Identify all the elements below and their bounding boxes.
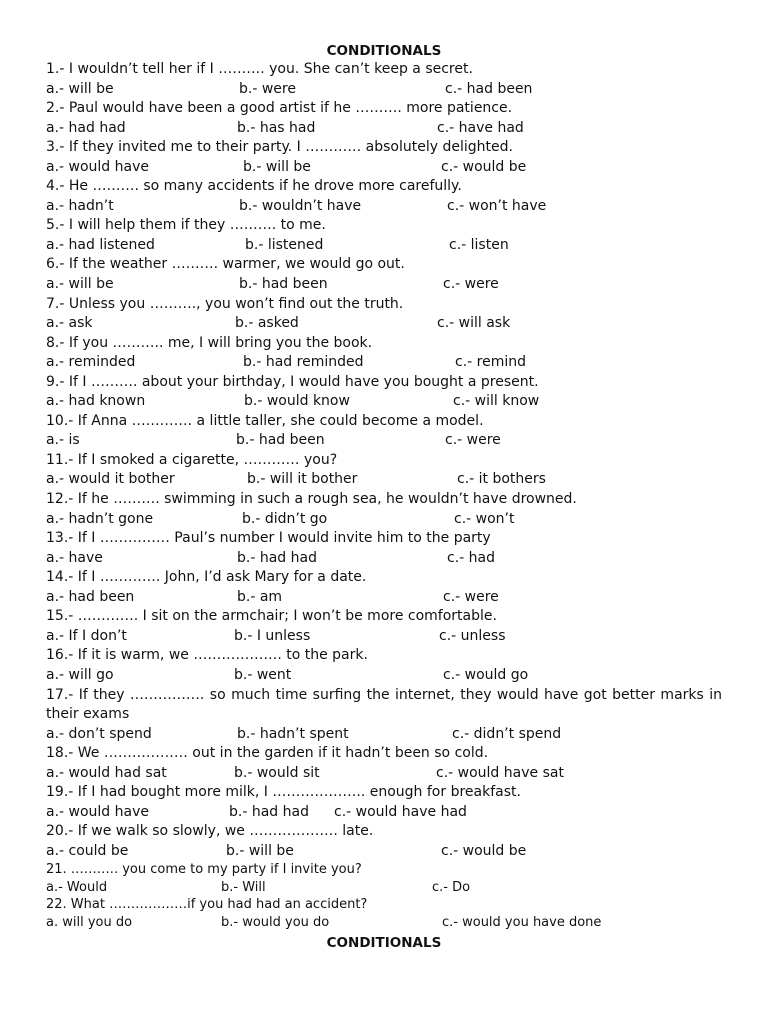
question-item [46,744,726,783]
question-text: 7.- Unless you ………., you won’t find out the truth. [46,295,404,312]
question-item [46,896,726,931]
question-text: 19.- If I had bought more milk, I ……………….. enough for breakfast. [46,784,521,801]
question-item [46,177,726,216]
question-item [46,216,726,255]
option-b: b.- would you do [221,914,330,930]
option-c: c.- remind [455,354,526,371]
question-text: 4.- He ………. so many accidents if he drove more carefully. [46,178,462,195]
answer-options [46,764,726,784]
option-a: a.- had had [46,119,126,136]
question-text: 16.- If it is warm, we ………………. to the park. [46,647,368,664]
option-b: b.- wouldn’t have [239,197,362,214]
option-c: c.- would have sat [436,764,564,781]
question-item [46,607,726,646]
option-c: c.- won’t have [447,197,547,214]
answer-options [46,80,726,100]
answer-options [46,725,726,745]
question-text: 2.- Paul would have been a good artist if he ………. more patience. [46,100,513,117]
option-b: b.- were [239,80,296,97]
option-b: b.- would know [244,393,350,410]
answer-options [46,914,726,932]
option-c: c.- will ask [437,315,511,332]
question-item [46,255,726,294]
footer-title: CONDITIONALS [326,935,442,951]
option-a: a.- hadn’t [46,197,114,214]
option-c: c.- it bothers [457,471,546,488]
option-c: c.- listen [449,236,509,253]
option-b: b.- Will [221,879,266,895]
question-text: 1.- I wouldn’t tell her if I ………. you. She can’t keep a secret. [46,61,473,77]
option-b: b.- will be [226,842,294,859]
option-b: b.- I unless [234,627,311,644]
option-c: c.- won’t [454,510,515,527]
option-a: a.- If I don’t [46,627,127,644]
question-text: 3.- If they invited me to their party. I ………… absolutely delighted. [46,139,513,156]
question-text: 8.- If you ……….. me, I will bring you the book. [46,334,373,351]
question-item [46,451,726,490]
option-a: a.- will be [46,80,114,97]
answer-options [46,392,726,412]
option-c: c.- would be [441,842,527,859]
answer-options [46,314,726,334]
question-text: 11.- If I smoked a cigarette, ………… you? [46,451,338,468]
option-c: c.- had [447,549,495,566]
option-a: a.- will be [46,276,114,293]
answer-options [46,197,726,217]
question-text: 6.- If the weather ………. warmer, we would go out. [46,256,405,273]
option-b: b.- listened [245,236,324,253]
answer-options [46,236,726,256]
question-item [46,568,726,607]
option-c: c.- were [445,432,501,449]
question-item [46,60,726,99]
option-b: b.- would sit [234,764,320,781]
option-b: b.- will it bother [247,471,358,488]
question-text: 10.- If Anna …………. a little taller, she could become a model. [46,412,484,429]
question-list [46,60,726,931]
question-text: 22. What ………………if you had had an accident? [46,897,368,913]
option-b: b.- had had [237,549,317,566]
question-item [46,686,726,745]
option-a: a.- would have [46,803,149,820]
option-a: a.- could be [46,842,129,859]
option-a: a.- would it bother [46,471,175,488]
option-b: b.- had been [236,432,325,449]
option-c: c.- had been [445,80,533,97]
question-text: 14.- If I …………. John, I’d ask Mary for a date. [46,569,367,586]
answer-options [46,588,726,608]
answer-options [46,666,726,686]
option-c: c.- were [443,588,499,605]
option-a: a.- have [46,549,103,566]
option-c: c.- have had [437,119,524,136]
option-b: b.- asked [235,315,299,332]
question-text: 20.- If we walk so slowly, we ………………. late. [46,823,374,840]
answer-options [46,803,726,823]
question-text: 5.- I will help them if they ………. to me. [46,217,326,234]
option-c: c.- Do [432,879,471,895]
option-c: c.- would you have done [442,914,602,930]
question-item [46,783,726,822]
option-c: c.- were [443,276,499,293]
question-item [46,490,726,529]
option-b: b.- has had [237,119,316,136]
answer-options [46,431,726,451]
option-a: a.- is [46,432,80,449]
option-b: b.- hadn’t spent [237,725,349,742]
option-a: a.- will go [46,666,114,683]
answer-options [46,353,726,373]
option-a: a.- hadn’t gone [46,510,154,527]
option-a: a. will you do [46,914,133,930]
question-text: 9.- If I ………. about your birthday, I would have you bought a present. [46,373,539,390]
answer-options [46,842,726,862]
option-a: a.- Would [46,879,108,895]
question-item [46,822,726,861]
option-a: a.- would have [46,158,149,175]
option-c: c.- would be [441,158,527,175]
answer-options [46,119,726,139]
answer-options [46,627,726,647]
question-item [46,529,726,568]
question-text: 15.- …………. I sit on the armchair; I won’t be more comfortable. [46,608,497,625]
option-b: b.- am [237,588,283,605]
question-item [46,373,726,412]
option-b: b.- had been [239,276,328,293]
option-b: b.- will be [243,158,311,175]
answer-options [46,275,726,295]
page-title: CONDITIONALS [326,43,442,59]
option-b: b.- had had [229,803,309,820]
option-a: a.- had known [46,393,146,410]
option-c: c.- will know [453,393,540,410]
question-text: 18.- We ……………… out in the garden if it hadn’t been so cold. [46,745,489,762]
question-text: 17.- If they ……………. so much time surfing the internet, they would have got better marks in their exams [46,686,722,723]
question-item [46,334,726,373]
question-item [46,646,726,685]
answer-options [46,158,726,178]
answer-options [46,510,726,530]
option-a: a.- reminded [46,354,136,371]
option-a: a.- had been [46,588,135,605]
option-a: a.- ask [46,315,93,332]
question-item [46,861,726,896]
option-c: c.- would go [443,666,529,683]
option-b: b.- didn’t go [242,510,328,527]
question-text: 21. ……….. you come to my party if I invite you? [46,862,362,878]
option-c: c.- didn’t spend [452,725,562,742]
question-text: 13.- If I …………… Paul’s number I would invite him to the party [46,530,491,547]
option-b: b.- went [234,666,292,683]
option-c: c.- would have had [334,803,467,820]
question-text: 12.- If he ………. swimming in such a rough sea, he wouldn’t have drowned. [46,491,577,508]
option-c: c.- unless [439,627,506,644]
answer-options [46,549,726,569]
option-b: b.- had reminded [243,354,364,371]
option-a: a.- had listened [46,236,155,253]
question-item [46,295,726,334]
question-item [46,99,726,138]
option-a: a.- don’t spend [46,725,152,742]
option-a: a.- would had sat [46,764,167,781]
question-item [46,412,726,451]
answer-options [46,470,726,490]
question-item [46,138,726,177]
answer-options [46,879,726,897]
